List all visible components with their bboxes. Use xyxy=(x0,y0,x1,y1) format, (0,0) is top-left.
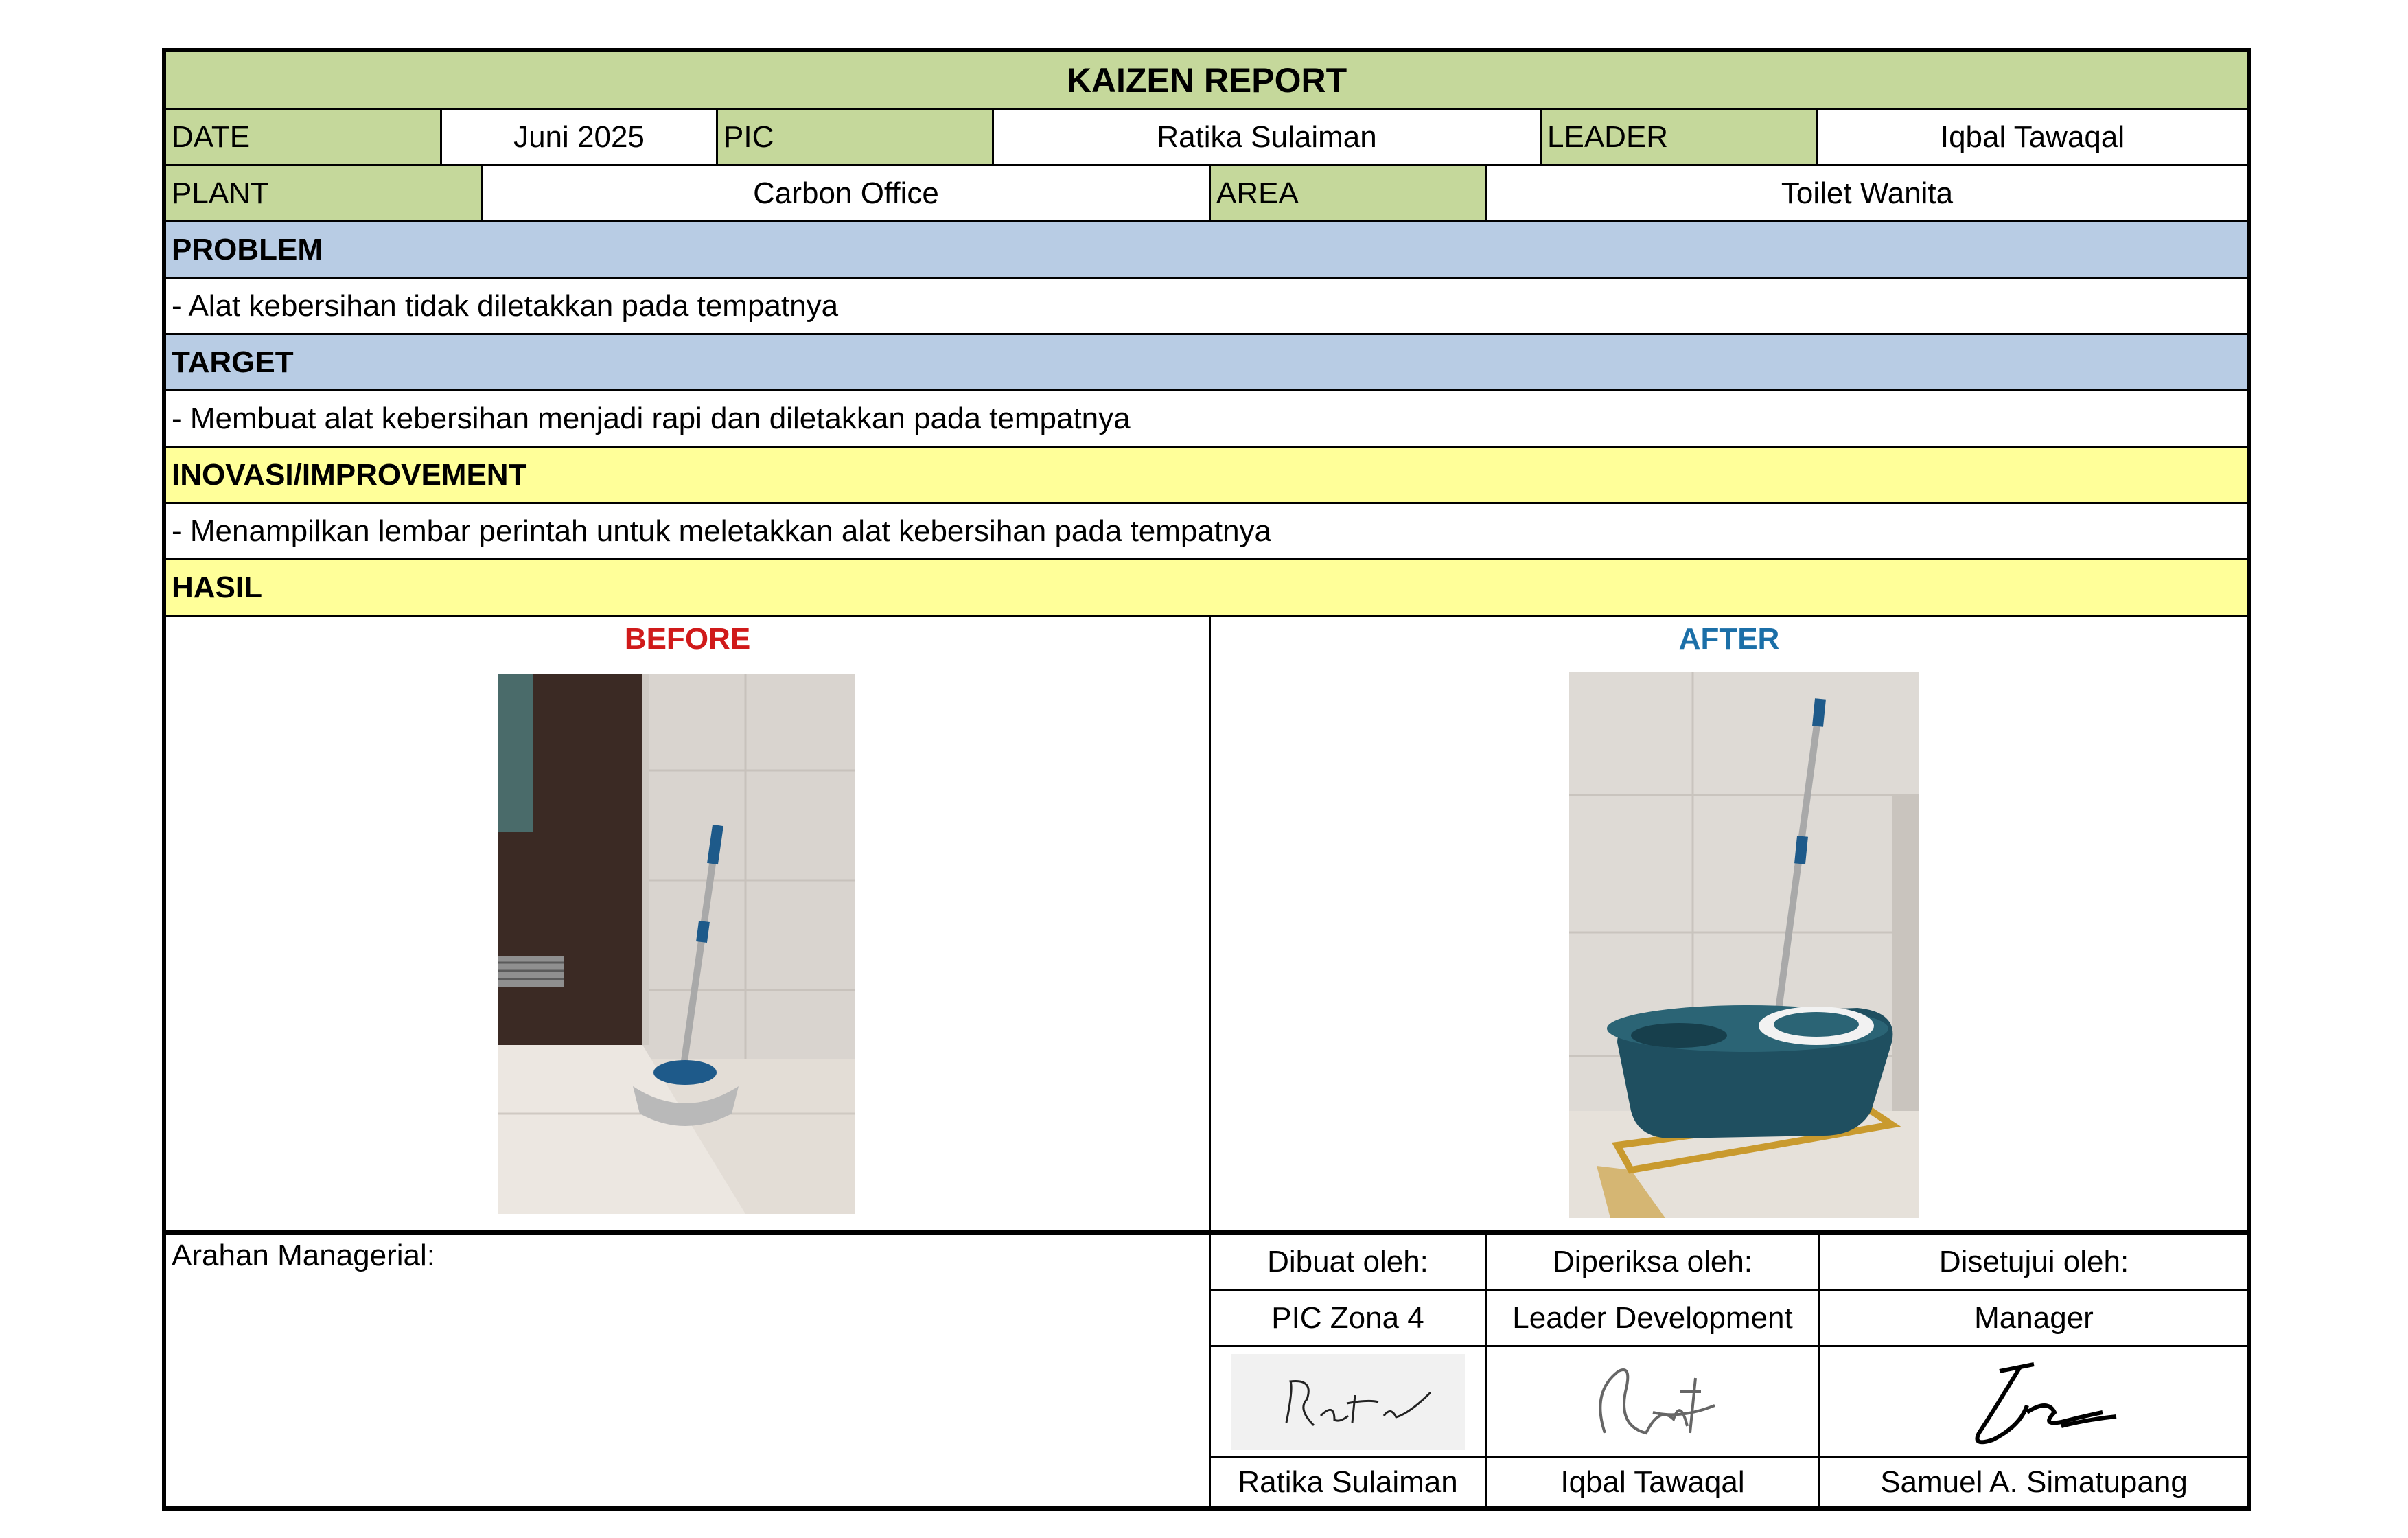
target-heading: TARGET xyxy=(172,345,294,379)
made-by-name: Ratika Sulaiman xyxy=(1211,1458,1487,1506)
approved-by-role: Manager xyxy=(1974,1300,2094,1335)
target-heading-row xyxy=(166,335,2247,391)
checked-by-label: Diperiksa oleh: xyxy=(1487,1235,1820,1289)
leader-value: Iqbal Tawaqal xyxy=(1940,119,2125,154)
signature-samuel-image xyxy=(1924,1351,2144,1454)
improvement-text-row xyxy=(166,504,2247,560)
pic-label: PIC xyxy=(718,110,994,164)
before-photo xyxy=(498,674,855,1214)
before-panel xyxy=(166,617,1211,1230)
plant-label: PLANT xyxy=(166,166,483,220)
improvement-text: - Menampilkan lembar perintah untuk meletakkan alat kebersihan pada tempatnya xyxy=(172,514,1272,548)
managerial-label: Arahan Managerial: xyxy=(172,1239,436,1272)
report-title: KAIZEN REPORT xyxy=(1066,60,1347,100)
target-text: - Membuat alat kebersihan menjadi rapi dan diletakkan pada tempatnya xyxy=(172,401,1131,435)
hasil-heading-row xyxy=(166,560,2247,617)
area-value: Toilet Wanita xyxy=(1781,176,1954,210)
plant-value: Carbon Office xyxy=(483,166,1211,220)
approved-by-label: Disetujui oleh: xyxy=(1938,1244,2129,1278)
approval-labels-row xyxy=(1211,1235,2247,1291)
kaizen-report-sheet xyxy=(162,48,2251,1511)
approval-signatures-row xyxy=(1211,1347,2247,1458)
leader-label: LEADER xyxy=(1542,110,1818,164)
before-label: BEFORE xyxy=(624,622,751,656)
made-by-label: Dibuat oleh: xyxy=(1211,1235,1487,1289)
approval-names-row xyxy=(1211,1458,2247,1506)
checked-by-signature xyxy=(1487,1347,1820,1456)
pic-value: Ratika Sulaiman xyxy=(994,110,1542,164)
photos-row xyxy=(166,617,2247,1235)
area-label: AREA xyxy=(1211,166,1487,220)
approval-section xyxy=(166,1235,2247,1506)
after-label: AFTER xyxy=(1678,622,1780,656)
managerial-panel xyxy=(166,1235,1211,1506)
checked-by-name: Iqbal Tawaqal xyxy=(1487,1458,1820,1506)
target-text-row xyxy=(166,391,2247,448)
approved-by-name: Samuel A. Simatupang xyxy=(1880,1465,2188,1499)
made-by-signature xyxy=(1211,1347,1487,1456)
checked-by-role: Leader Development xyxy=(1487,1291,1820,1345)
approved-by-signature xyxy=(1820,1347,2247,1456)
hasil-heading: HASIL xyxy=(172,570,262,604)
date-label: DATE xyxy=(166,110,442,164)
date-pic-leader-row xyxy=(166,110,2247,166)
signature-ratika-image xyxy=(1231,1354,1465,1450)
signature-iqbal-image xyxy=(1543,1351,1763,1454)
title-row xyxy=(166,52,2247,110)
problem-text-row xyxy=(166,279,2247,335)
problem-heading: PROBLEM xyxy=(172,232,323,266)
improvement-heading: INOVASI/IMPROVEMENT xyxy=(172,457,527,492)
after-photo xyxy=(1569,672,1919,1218)
problem-text: - Alat kebersihan tidak diletakkan pada tempatnya xyxy=(172,288,839,323)
problem-heading-row xyxy=(166,222,2247,279)
date-value: Juni 2025 xyxy=(442,110,718,164)
approval-roles-row xyxy=(1211,1291,2247,1347)
plant-area-row xyxy=(166,166,2247,222)
made-by-role: PIC Zona 4 xyxy=(1211,1291,1487,1345)
after-panel xyxy=(1211,617,2247,1230)
improvement-heading-row xyxy=(166,448,2247,504)
approvals-grid xyxy=(1211,1235,2247,1506)
